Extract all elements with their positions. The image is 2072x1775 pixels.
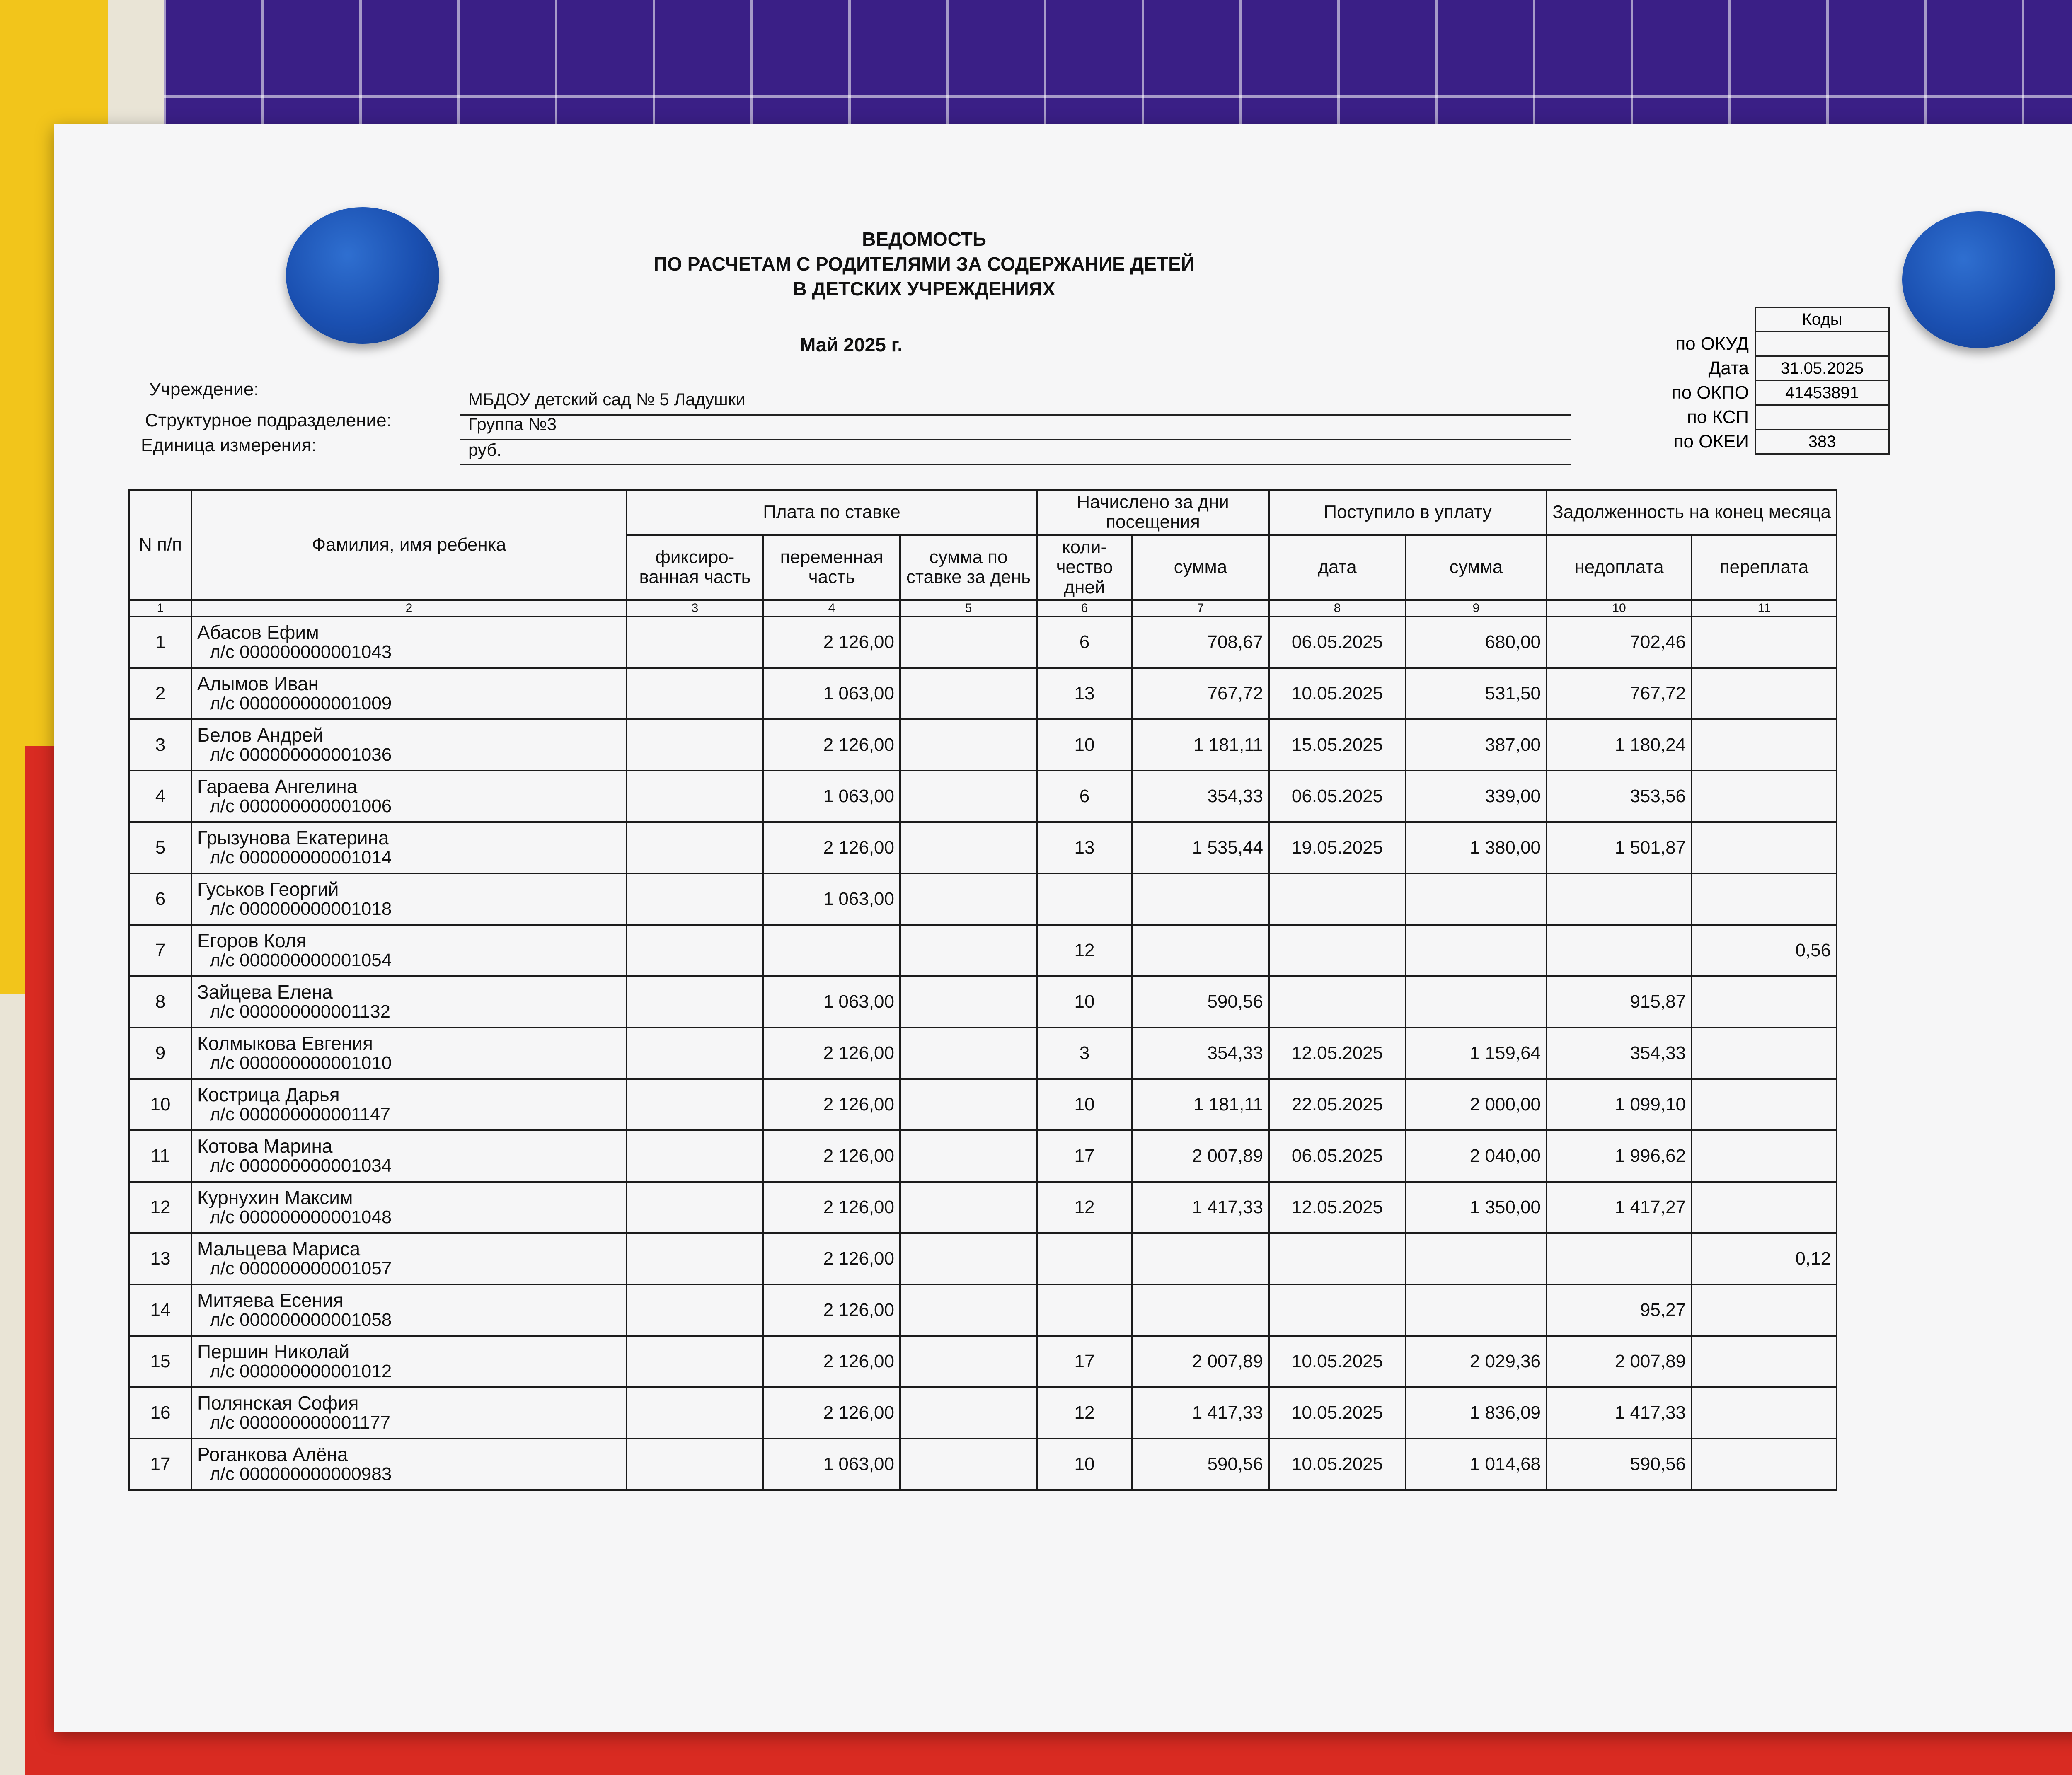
column-number: 9 [1406, 600, 1547, 617]
accrued-amount: 1 417,33 [1132, 1387, 1269, 1439]
child-name: Егоров Коля [197, 929, 307, 951]
institution-underline [460, 414, 1571, 416]
fixed-part [627, 771, 763, 822]
paid-amount: 339,00 [1406, 771, 1547, 822]
variable-part: 1 063,00 [763, 976, 900, 1028]
institution-value: МБДОУ детский сад № 5 Ладушки [468, 389, 746, 409]
code-value-ksp [1755, 405, 1889, 430]
paid-amount: 1 159,64 [1406, 1028, 1547, 1079]
underpayment: 590,56 [1547, 1439, 1692, 1490]
fixed-part [627, 719, 763, 771]
underpayment: 702,46 [1547, 617, 1692, 668]
fixed-part [627, 1028, 763, 1079]
underpayment [1547, 1233, 1692, 1284]
child-cell [191, 925, 627, 976]
codes-header: Коды [1755, 307, 1889, 332]
child-name: Зайцева Елена [197, 981, 333, 1003]
child-cell [191, 822, 627, 873]
days-count [1037, 1284, 1132, 1336]
account-number: л/с 000000000001147 [210, 1104, 390, 1124]
overpayment [1692, 1439, 1837, 1490]
table-row [129, 668, 1837, 719]
code-value-okpo: 41453891 [1755, 381, 1889, 405]
overpayment [1692, 1336, 1837, 1387]
department-underline [460, 439, 1571, 440]
overpayment: 0,56 [1692, 925, 1837, 976]
paid-amount: 1 836,09 [1406, 1387, 1547, 1439]
paid-amount: 2 029,36 [1406, 1336, 1547, 1387]
underpayment: 1 180,24 [1547, 719, 1692, 771]
table-row [129, 1079, 1837, 1130]
child-name: Полянская София [197, 1392, 359, 1414]
variable-part: 1 063,00 [763, 873, 900, 925]
payment-date [1269, 1233, 1406, 1284]
fixed-part [627, 1182, 763, 1233]
per-day-amount [900, 771, 1037, 822]
per-day-amount [900, 1387, 1037, 1439]
table-row [129, 1284, 1837, 1336]
overpayment [1692, 617, 1837, 668]
variable-part: 2 126,00 [763, 1387, 900, 1439]
overpayment [1692, 1028, 1837, 1079]
child-name: Белов Андрей [197, 724, 324, 746]
column-number: 5 [900, 600, 1037, 617]
underpayment: 767,72 [1547, 668, 1692, 719]
underpayment: 1 996,62 [1547, 1130, 1692, 1182]
days-count: 13 [1037, 668, 1132, 719]
paid-amount [1406, 976, 1547, 1028]
header-debt-group: Задолженность на конец месяца [1547, 490, 1837, 535]
fixed-part [627, 1233, 763, 1284]
fixed-part [627, 1336, 763, 1387]
paid-amount: 531,50 [1406, 668, 1547, 719]
accrued-amount: 1 181,11 [1132, 719, 1269, 771]
account-number: л/с 000000000001058 [210, 1309, 392, 1330]
per-day-amount [900, 976, 1037, 1028]
row-number: 3 [129, 719, 191, 771]
account-number: л/с 000000000001010 [210, 1052, 392, 1073]
per-day-amount [900, 1028, 1037, 1079]
payments-table [128, 489, 1837, 1491]
child-name: Гараева Ангелина [197, 775, 358, 797]
magnet-left [286, 207, 439, 344]
row-number: 15 [129, 1336, 191, 1387]
overpayment [1692, 771, 1837, 822]
header-variable: переменная часть [763, 535, 900, 600]
per-day-amount [900, 822, 1037, 873]
per-day-amount [900, 1233, 1037, 1284]
per-day-amount [900, 1336, 1037, 1387]
fixed-part [627, 1130, 763, 1182]
table-row [129, 925, 1837, 976]
accrued-amount: 708,67 [1132, 617, 1269, 668]
underpayment: 1 501,87 [1547, 822, 1692, 873]
overpayment [1692, 1130, 1837, 1182]
column-number: 8 [1269, 600, 1406, 617]
header-rate-group: Плата по ставке [627, 490, 1037, 535]
account-number: л/с 000000000001018 [210, 898, 392, 919]
row-number: 6 [129, 873, 191, 925]
variable-part: 2 126,00 [763, 1284, 900, 1336]
fixed-part [627, 1284, 763, 1336]
underpayment [1547, 925, 1692, 976]
header-overpay: переплата [1692, 535, 1837, 600]
per-day-amount [900, 617, 1037, 668]
overpayment [1692, 873, 1837, 925]
child-cell [191, 617, 627, 668]
row-number: 17 [129, 1439, 191, 1490]
variable-part: 1 063,00 [763, 771, 900, 822]
fixed-part [627, 1079, 763, 1130]
table-row [129, 719, 1837, 771]
table-row [129, 1028, 1837, 1079]
table-row [129, 976, 1837, 1028]
child-cell [191, 1182, 627, 1233]
table-row [129, 1439, 1837, 1490]
child-name: Колмыкова Евгения [197, 1032, 373, 1054]
overpayment [1692, 1182, 1837, 1233]
underpayment: 354,33 [1547, 1028, 1692, 1079]
account-number: л/с 000000000001012 [210, 1361, 392, 1381]
underpayment: 95,27 [1547, 1284, 1692, 1336]
header-per-day: сумма по ставке за день [900, 535, 1037, 600]
document-title-line-1: ВЕДОМОСТЬ [862, 228, 986, 250]
days-count: 13 [1037, 822, 1132, 873]
code-label-okei: по ОКЕИ [1673, 431, 1749, 452]
code-value-date: 31.05.2025 [1755, 356, 1889, 381]
fixed-part [627, 1439, 763, 1490]
accrued-amount: 767,72 [1132, 668, 1269, 719]
codes-table [1649, 307, 1890, 455]
overpayment: 0,12 [1692, 1233, 1837, 1284]
payment-date: 22.05.2025 [1269, 1079, 1406, 1130]
row-number: 10 [129, 1079, 191, 1130]
child-name: Абасов Ефим [197, 621, 319, 643]
row-number: 4 [129, 771, 191, 822]
column-number: 6 [1037, 600, 1132, 617]
child-cell [191, 1130, 627, 1182]
fixed-part [627, 925, 763, 976]
per-day-amount [900, 668, 1037, 719]
unit-label: Единица измерения: [141, 435, 317, 455]
child-name: Мальцева Мариса [197, 1238, 361, 1260]
column-number: 3 [627, 600, 763, 617]
institution-label: Учреждение: [149, 379, 259, 399]
accrued-amount: 2 007,89 [1132, 1130, 1269, 1182]
underpayment: 1 099,10 [1547, 1079, 1692, 1130]
per-day-amount [900, 925, 1037, 976]
accrued-amount: 1 181,11 [1132, 1079, 1269, 1130]
unit-value: руб. [468, 440, 502, 459]
magnet-right [1902, 211, 2055, 348]
accrued-amount: 354,33 [1132, 1028, 1269, 1079]
payment-date: 06.05.2025 [1269, 617, 1406, 668]
header-num: N п/п [129, 490, 191, 600]
variable-part: 2 126,00 [763, 1028, 900, 1079]
variable-part: 2 126,00 [763, 1130, 900, 1182]
statement-sheet [54, 124, 2072, 1732]
variable-part: 1 063,00 [763, 668, 900, 719]
child-cell [191, 1439, 627, 1490]
paid-amount [1406, 873, 1547, 925]
account-number: л/с 000000000001006 [210, 796, 392, 816]
child-cell [191, 873, 627, 925]
accrued-amount [1132, 873, 1269, 925]
child-name: Курнухин Максим [197, 1186, 353, 1208]
accrued-amount [1132, 925, 1269, 976]
table-row [129, 1387, 1837, 1439]
account-number: л/с 000000000001009 [210, 693, 392, 713]
days-count: 10 [1037, 719, 1132, 771]
paid-amount: 680,00 [1406, 617, 1547, 668]
paid-amount: 1 380,00 [1406, 822, 1547, 873]
account-number: л/с 000000000001043 [210, 641, 392, 662]
paid-amount: 1 014,68 [1406, 1439, 1547, 1490]
row-number: 11 [129, 1130, 191, 1182]
account-number: л/с 000000000001132 [210, 1001, 390, 1022]
paid-amount: 2 040,00 [1406, 1130, 1547, 1182]
row-number: 5 [129, 822, 191, 873]
account-number: л/с 000000000001036 [210, 744, 392, 765]
row-number: 16 [129, 1387, 191, 1439]
header-accrued-sum: сумма [1132, 535, 1269, 600]
column-number-row [129, 600, 1837, 617]
days-count: 6 [1037, 617, 1132, 668]
document-title-line-3: В ДЕТСКИХ УЧРЕЖДЕНИЯХ [793, 278, 1055, 300]
header-underpay: недоплата [1547, 535, 1692, 600]
variable-part: 2 126,00 [763, 1336, 900, 1387]
child-cell [191, 1028, 627, 1079]
account-number: л/с 000000000001177 [210, 1412, 390, 1433]
payment-date: 10.05.2025 [1269, 1336, 1406, 1387]
payment-date: 06.05.2025 [1269, 771, 1406, 822]
days-count [1037, 1233, 1132, 1284]
header-accrued-group: Начислено за дни посещения [1037, 490, 1269, 535]
table-row [129, 1233, 1837, 1284]
child-cell [191, 1233, 627, 1284]
department-label: Структурное подразделение: [145, 410, 392, 430]
account-number: л/с 000000000001034 [210, 1155, 392, 1176]
row-number: 2 [129, 668, 191, 719]
row-number: 8 [129, 976, 191, 1028]
row-number: 1 [129, 617, 191, 668]
child-cell [191, 668, 627, 719]
column-number: 10 [1547, 600, 1692, 617]
variable-part [763, 925, 900, 976]
days-count: 6 [1037, 771, 1132, 822]
days-count: 17 [1037, 1336, 1132, 1387]
code-value-okei: 383 [1755, 430, 1889, 454]
child-name: Кострица Дарья [197, 1083, 340, 1105]
underpayment: 2 007,89 [1547, 1336, 1692, 1387]
overpayment [1692, 976, 1837, 1028]
days-count: 10 [1037, 1439, 1132, 1490]
accrued-amount [1132, 1233, 1269, 1284]
accrued-amount: 2 007,89 [1132, 1336, 1269, 1387]
underpayment [1547, 873, 1692, 925]
child-cell [191, 1284, 627, 1336]
days-count: 12 [1037, 1387, 1132, 1439]
accrued-amount: 590,56 [1132, 1439, 1269, 1490]
payment-date: 12.05.2025 [1269, 1182, 1406, 1233]
row-number: 12 [129, 1182, 191, 1233]
underpayment: 915,87 [1547, 976, 1692, 1028]
table-row [129, 822, 1837, 873]
payment-date [1269, 925, 1406, 976]
header-received-group: Поступило в уплату [1269, 490, 1547, 535]
column-number: 1 [129, 600, 191, 617]
overpayment [1692, 719, 1837, 771]
days-count: 12 [1037, 925, 1132, 976]
fixed-part [627, 873, 763, 925]
header-fixed: фиксиро-ванная часть [627, 535, 763, 600]
column-number: 11 [1692, 600, 1837, 617]
header-paid-sum: сумма [1406, 535, 1547, 600]
account-number: л/с 000000000001014 [210, 847, 392, 868]
days-count: 17 [1037, 1130, 1132, 1182]
child-cell [191, 771, 627, 822]
row-number: 7 [129, 925, 191, 976]
child-name: Роганкова Алёна [197, 1443, 348, 1465]
payment-date: 12.05.2025 [1269, 1028, 1406, 1079]
fixed-part [627, 668, 763, 719]
payment-date [1269, 1284, 1406, 1336]
fixed-part [627, 822, 763, 873]
header-days: коли-чество дней [1037, 535, 1132, 600]
variable-part: 2 126,00 [763, 1233, 900, 1284]
table-row [129, 1130, 1837, 1182]
paid-amount: 1 350,00 [1406, 1182, 1547, 1233]
paid-amount: 2 000,00 [1406, 1079, 1547, 1130]
child-name: Митяева Есения [197, 1289, 344, 1311]
paid-amount [1406, 1284, 1547, 1336]
accrued-amount: 590,56 [1132, 976, 1269, 1028]
child-name: Грызунова Екатерина [197, 827, 389, 849]
code-value-okud [1755, 332, 1889, 356]
department-value: Группа №3 [468, 414, 557, 434]
paid-amount [1406, 925, 1547, 976]
child-name: Першин Николай [197, 1340, 350, 1362]
per-day-amount [900, 1079, 1037, 1130]
accrued-amount: 1 417,33 [1132, 1182, 1269, 1233]
variable-part: 2 126,00 [763, 822, 900, 873]
overpayment [1692, 822, 1837, 873]
row-number: 9 [129, 1028, 191, 1079]
table-body [129, 617, 1837, 1490]
payment-date: 15.05.2025 [1269, 719, 1406, 771]
fixed-part [627, 617, 763, 668]
days-count: 12 [1037, 1182, 1132, 1233]
table-row [129, 1182, 1837, 1233]
document-title-line-2: ПО РАСЧЕТАМ С РОДИТЕЛЯМИ ЗА СОДЕРЖАНИЕ ДЕТЕЙ [654, 253, 1195, 275]
payment-date [1269, 873, 1406, 925]
variable-part: 1 063,00 [763, 1439, 900, 1490]
overpayment [1692, 1387, 1837, 1439]
child-cell [191, 1336, 627, 1387]
paid-amount [1406, 1233, 1547, 1284]
column-number: 7 [1132, 600, 1269, 617]
child-name: Алымов Иван [197, 672, 319, 694]
variable-part: 2 126,00 [763, 1079, 900, 1130]
code-label-okpo: по ОКПО [1671, 382, 1749, 403]
unit-underline [460, 464, 1571, 465]
account-number: л/с 000000000001057 [210, 1258, 392, 1279]
row-number: 13 [129, 1233, 191, 1284]
child-name: Котова Марина [197, 1135, 333, 1157]
overpayment [1692, 1079, 1837, 1130]
child-cell [191, 976, 627, 1028]
table-row [129, 617, 1837, 668]
column-number: 4 [763, 600, 900, 617]
payment-date: 10.05.2025 [1269, 1439, 1406, 1490]
account-number: л/с 000000000001054 [210, 950, 392, 970]
days-count: 10 [1037, 1079, 1132, 1130]
per-day-amount [900, 1130, 1037, 1182]
overpayment [1692, 1284, 1837, 1336]
header-name: Фамилия, имя ребенка [191, 490, 627, 600]
per-day-amount [900, 1182, 1037, 1233]
table-row [129, 771, 1837, 822]
per-day-amount [900, 719, 1037, 771]
payment-date: 10.05.2025 [1269, 668, 1406, 719]
child-cell [191, 1387, 627, 1439]
variable-part: 2 126,00 [763, 617, 900, 668]
overpayment [1692, 668, 1837, 719]
code-label-date: Дата [1708, 358, 1749, 378]
child-cell [191, 1079, 627, 1130]
child-cell [191, 719, 627, 771]
header-paid-date: дата [1269, 535, 1406, 600]
table-row [129, 1336, 1837, 1387]
column-number: 2 [191, 600, 627, 617]
accrued-amount [1132, 1284, 1269, 1336]
fixed-part [627, 976, 763, 1028]
underpayment: 1 417,33 [1547, 1387, 1692, 1439]
per-day-amount [900, 873, 1037, 925]
variable-part: 2 126,00 [763, 719, 900, 771]
child-name: Гуськов Георгий [197, 878, 339, 900]
days-count: 3 [1037, 1028, 1132, 1079]
payment-date: 19.05.2025 [1269, 822, 1406, 873]
days-count: 10 [1037, 976, 1132, 1028]
per-day-amount [900, 1284, 1037, 1336]
variable-part: 2 126,00 [763, 1182, 900, 1233]
payment-date: 10.05.2025 [1269, 1387, 1406, 1439]
account-number: л/с 000000000000983 [210, 1463, 392, 1484]
payment-date: 06.05.2025 [1269, 1130, 1406, 1182]
period-label: Май 2025 г. [800, 334, 903, 355]
table-row [129, 873, 1837, 925]
fixed-part [627, 1387, 763, 1439]
row-number: 14 [129, 1284, 191, 1336]
underpayment: 1 417,27 [1547, 1182, 1692, 1233]
account-number: л/с 000000000001048 [210, 1207, 392, 1227]
accrued-amount: 354,33 [1132, 771, 1269, 822]
days-count [1037, 873, 1132, 925]
code-label-okud: по ОКУД [1675, 334, 1749, 354]
code-label-ksp: по КСП [1687, 407, 1749, 427]
payment-date [1269, 976, 1406, 1028]
accrued-amount: 1 535,44 [1132, 822, 1269, 873]
paid-amount: 387,00 [1406, 719, 1547, 771]
underpayment: 353,56 [1547, 771, 1692, 822]
per-day-amount [900, 1439, 1037, 1490]
